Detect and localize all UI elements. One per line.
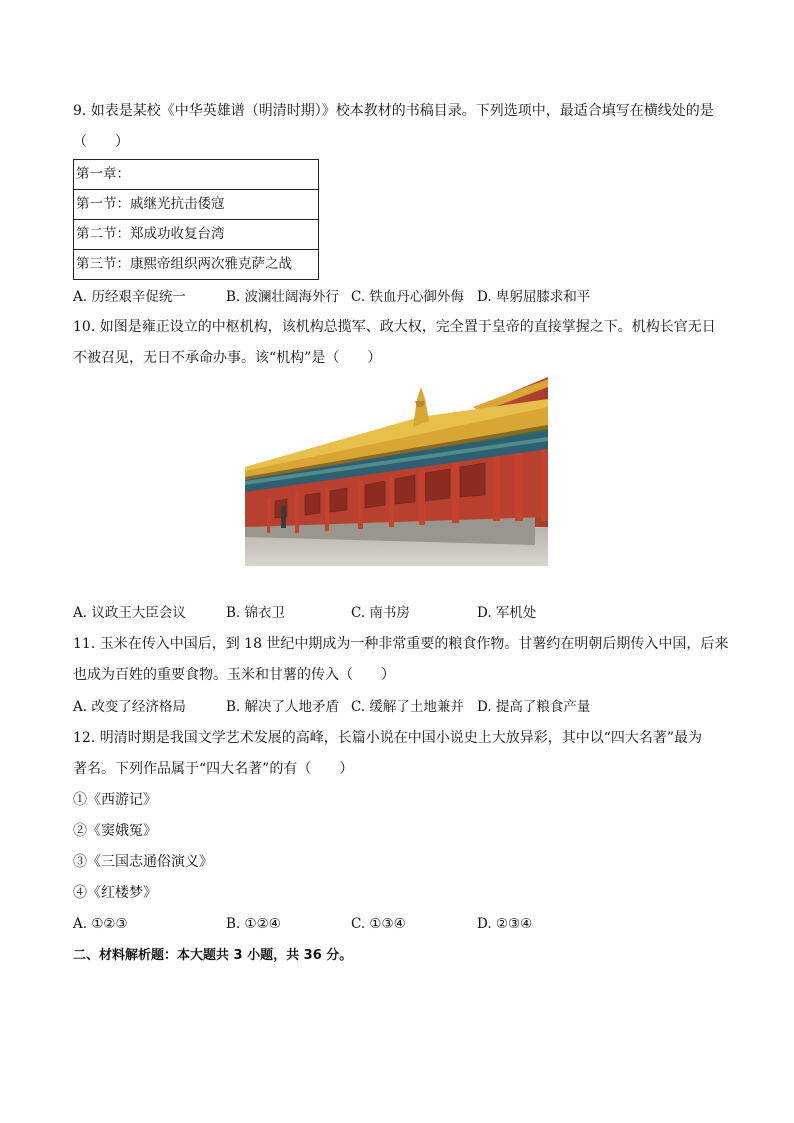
q12-option-a[interactable]: A. ①②③ <box>73 916 128 932</box>
q12-stem-line1: 12. 明清时期是我国文学艺术发展的高峰，长篇小说在中国小说史上大放异彩，其中以“四大名著”最为 <box>73 730 703 746</box>
q11-option-a[interactable]: A. 改变了经济格局 <box>73 699 186 715</box>
q12-item-1: ①《西游记》 <box>73 792 157 808</box>
q9-option-c[interactable]: C. 铁血丹心御外侮 <box>351 289 464 305</box>
section-2-count: 3 <box>233 948 243 963</box>
q10-option-b[interactable]: B. 锦衣卫 <box>226 605 286 621</box>
section-2-score: 36 <box>303 948 322 963</box>
q10-stem-line1: 10. 如图是雍正设立的中枢机构，该机构总揽军、政大权，完全置于皇帝的直接掌握之下。机构长官无日 <box>73 319 716 335</box>
section-2-prefix: 二、材料解析题：本大题共 <box>73 948 230 963</box>
q11-option-b[interactable]: B. 解决了人地矛盾 <box>226 699 340 715</box>
q12-option-c[interactable]: C. ①③④ <box>351 916 406 932</box>
q9-option-b[interactable]: B. 波澜壮阔海外行 <box>226 289 340 305</box>
q12-option-b[interactable]: B. ①②④ <box>226 916 281 932</box>
table-row: 第二节：郑成功收复台湾 <box>74 220 319 250</box>
q9-option-d[interactable]: D. 卑躬屈膝求和平 <box>477 289 591 305</box>
q12-stem-line2: 著名。下列作品属于“四大名著”的有（ ） <box>73 761 354 777</box>
q11-option-d[interactable]: D. 提高了粮食产量 <box>477 699 591 715</box>
section-2-middle: 小题，共 <box>247 948 300 963</box>
q11-option-c[interactable]: C. 缓解了土地兼并 <box>351 699 464 715</box>
section-2-suffix: 分。 <box>326 948 353 963</box>
grand-council-building-photo <box>245 377 548 566</box>
q12-option-d[interactable]: D. ②③④ <box>477 916 533 932</box>
q10-option-d[interactable]: D. 军机处 <box>477 605 537 621</box>
table-row: 第一章： <box>74 160 319 190</box>
section-2-heading <box>73 946 352 966</box>
q11-stem-line1: 11. 玉米在传入中国后，到 18 世纪中期成为一种非常重要的粮食作物。甘薯约在明朝后期传入中国，后来 <box>73 636 729 652</box>
q10-stem-line2: 不被召见，无日不承命办事。该“机构”是（ ） <box>73 350 382 366</box>
q12-item-2: ②《窦娥冤》 <box>73 823 157 839</box>
q9-stem-line2: （ ） <box>73 134 129 150</box>
q12-item-4: ④《红楼梦》 <box>73 885 157 901</box>
table-row: 第三节：康熙帝组织两次雅克萨之战 <box>74 250 319 280</box>
q11-stem-line2: 也成为百姓的重要食物。玉米和甘薯的传入（ ） <box>73 667 395 683</box>
q9-outline-table <box>73 159 319 280</box>
q9-option-a[interactable]: A. 历经艰辛促统一 <box>73 289 186 305</box>
q10-option-c[interactable]: C. 南书房 <box>351 605 410 621</box>
table-row: 第一节：戚继光抗击倭寇 <box>74 190 319 220</box>
q10-option-a[interactable]: A. 议政王大臣会议 <box>73 605 186 621</box>
q9-stem-line1: 9. 如表是某校《中华英雄谱（明清时期）》校本教材的书稿目录。下列选项中，最适合填写在横线处的是 <box>73 103 714 119</box>
q12-item-3: ③《三国志通俗演义》 <box>73 854 213 870</box>
